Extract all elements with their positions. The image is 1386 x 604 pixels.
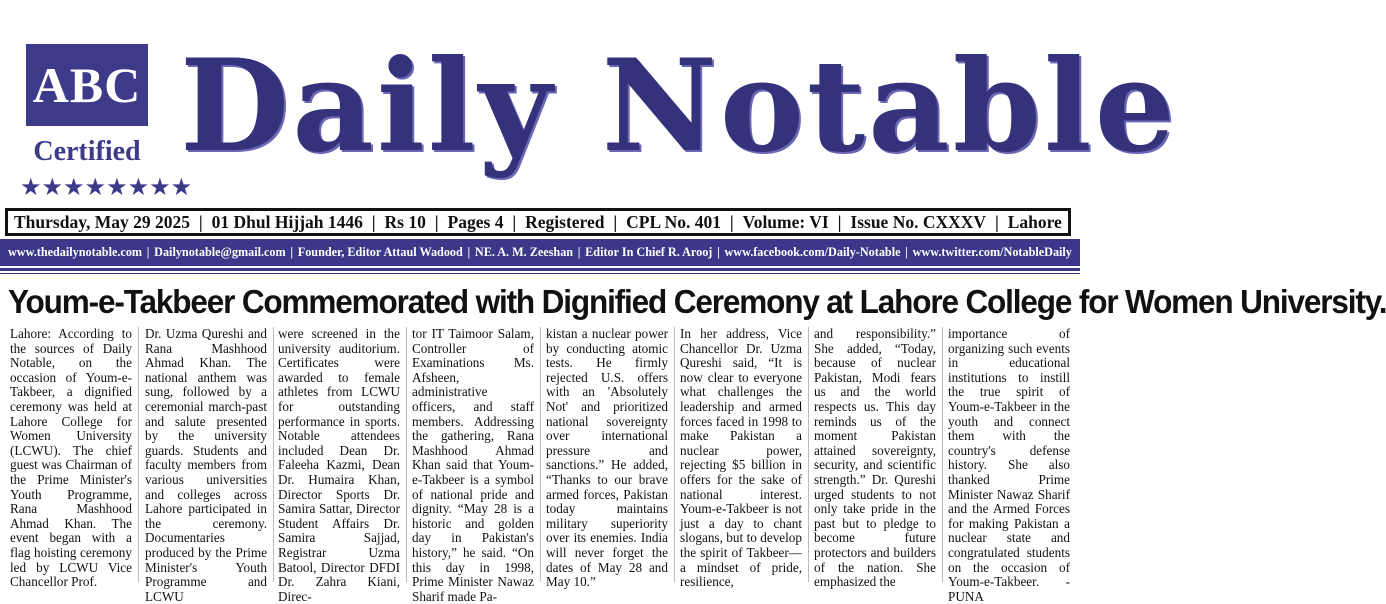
- founder-credit: Founder, Editor Attaul Wadood: [297, 245, 463, 259]
- divider-rule: [0, 268, 1080, 271]
- column-divider: [674, 327, 675, 582]
- abc-badge: [26, 44, 148, 126]
- hijri-date: 01 Dhul Hijjah 1446: [211, 211, 363, 232]
- volume-number: Volume: VI: [742, 211, 829, 232]
- certified-label: Certified: [33, 136, 141, 167]
- twitter-link[interactable]: www.twitter.com/NotableDaily: [912, 245, 1072, 259]
- registered-label: Registered: [525, 211, 605, 232]
- article-column-1: Lahore: According to the sources of Daily Notable, on the occasion of Youm-e-Takbeer, a dignified ceremony was held at Lahore College for Women University (LCWU). The chief guest was Chairman of the Prime Minister's Youth Programme, Rana Mashhood Ahmad Khan. The event began with a flag hoisting ceremony led by LCWU Vice Chancellor Prof.: [10, 326, 132, 590]
- city-name: Lahore: [1007, 211, 1062, 232]
- editor-in-chief-credit: Editor In Chief R. Arooj: [585, 245, 713, 259]
- article-column-7: and responsibility.” She added, “Today, because of nuclear Pakistan, Modi fears us and the world respects us. This day reminds us of the moment Pakistan attained sovereignty, security, and scientific strength.” Dr. Qureshi urged students to not only take pride in the past but to pledge to become future protectors and builders of the nation. She emphasized the: [814, 326, 936, 590]
- article-headline: Youm-e-Takbeer Commemorated with Dignified Ceremony at Lahore College for Women University.: [8, 283, 1386, 320]
- column-divider: [138, 327, 139, 582]
- divider-rule-thin: [0, 273, 1080, 274]
- facebook-link[interactable]: www.facebook.com/Daily-Notable: [724, 245, 901, 259]
- cpl-number: CPL No. 401: [626, 211, 721, 232]
- email-link[interactable]: Dailynotable@gmail.com: [154, 245, 286, 259]
- issue-number: Issue No. CXXXV: [850, 211, 987, 232]
- page-count: Pages 4: [447, 211, 504, 232]
- column-divider: [273, 327, 274, 582]
- article-column-8: importance of organizing such events in educational institutions to instill the true spirit of Youm-e-Takbeer in the youth and connect them with the country's defense history. She also thanked Prime Minister Nawaz Sharif and the Armed Forces for making Pakistan a nuclear state and congratulated students on the occasion of Youm-e-Takbeer. - PUNA: [948, 326, 1070, 604]
- issue-date: Thursday, May 29 2025: [14, 211, 190, 232]
- ne-credit: NE. A. M. Zeeshan: [474, 245, 574, 259]
- column-divider: [942, 327, 943, 582]
- article-column-5: kistan a nuclear power by conducting atomic tests. He firmly rejected U.S. offers with an 'Absolutely Not' and prioritized national sovereignty over international pressure and sanctions.” He added, “Thanks to our brave armed forces, Pakistan today maintains military superiority over its enemies. India will never forget the dates of May 28 and May 10.”: [546, 326, 668, 590]
- column-divider: [406, 327, 407, 582]
- article-column-4: tor IT Taimoor Salam, Controller of Examinations Ms. Afsheen, administrative officers, and staff members. Addressing the gathering, Rana Mashhood Ahmad Khan said that Youm-e-Takbeer is a symbol of national pride and dignity. “May 28 is a historic and golden day in Pakistan's history,” he said. “On this day in 1998, Prime Minister Nawaz Sharif made Pa-: [412, 326, 534, 604]
- issue-info-bar: Thursday, May 29 2025 | 01 Dhul Hijjah 1446 | Rs 10 | Pages 4 | Registered | CPL No. 401 | Volume: VI | Issue No. CXXXV | Lahore: [5, 208, 1071, 236]
- contact-bar: www.thedailynotable.com | Dailynotable@gmail.com | Founder, Editor Attaul Wadood | NE. A. M. Zeeshan | Editor In Chief R. Arooj | www.facebook.com/Daily-Notable | www.twitter.com/NotableDaily: [0, 239, 1080, 266]
- newspaper-title: Daily Notable: [180, 32, 1178, 180]
- article-column-3: were screened in the university auditorium. Certificates were awarded to female athletes from LCWU for outstanding performance in sports. Notable attendees included Dean Dr. Faleeha Kazmi, Dean Dr. Humaira Khan, Director Sports Dr. Samira Sattar, Director Student Affairs Dr. Samira Sajjad, Registrar Uzma Batool, Director DFDI Dr. Zahra Kiani, Direc-: [278, 326, 400, 604]
- column-divider: [540, 327, 541, 582]
- article-column-2: Dr. Uzma Qureshi and Rana Mashhood Ahmad Khan. The national anthem was sung, followed by a ceremonial march-past and salute presented by the university guards. Students and faculty members from various universities and colleges across Lahore participated in the ceremony. Documentaries produced by the Prime Minister's Youth Programme and LCWU: [145, 326, 267, 604]
- article-column-6: In her address, Vice Chancellor Dr. Uzma Qureshi said, “It is now clear to everyone what challenges the leadership and armed forces faced in 1998 to make Pakistan a nuclear power, rejecting $5 billion in offers for the sake of national interest. Youm-e-Takbeer is not just a day to chant slogans, but to develop the spirit of Takbeer—a mindset of pride, resilience,: [680, 326, 802, 590]
- column-divider: [808, 327, 809, 582]
- badge-text: ABC: [32, 57, 142, 113]
- rating-stars-icon: ★★★★★★★★: [20, 173, 193, 201]
- issue-price: Rs 10: [384, 211, 426, 232]
- website-link[interactable]: www.thedailynotable.com: [8, 245, 143, 259]
